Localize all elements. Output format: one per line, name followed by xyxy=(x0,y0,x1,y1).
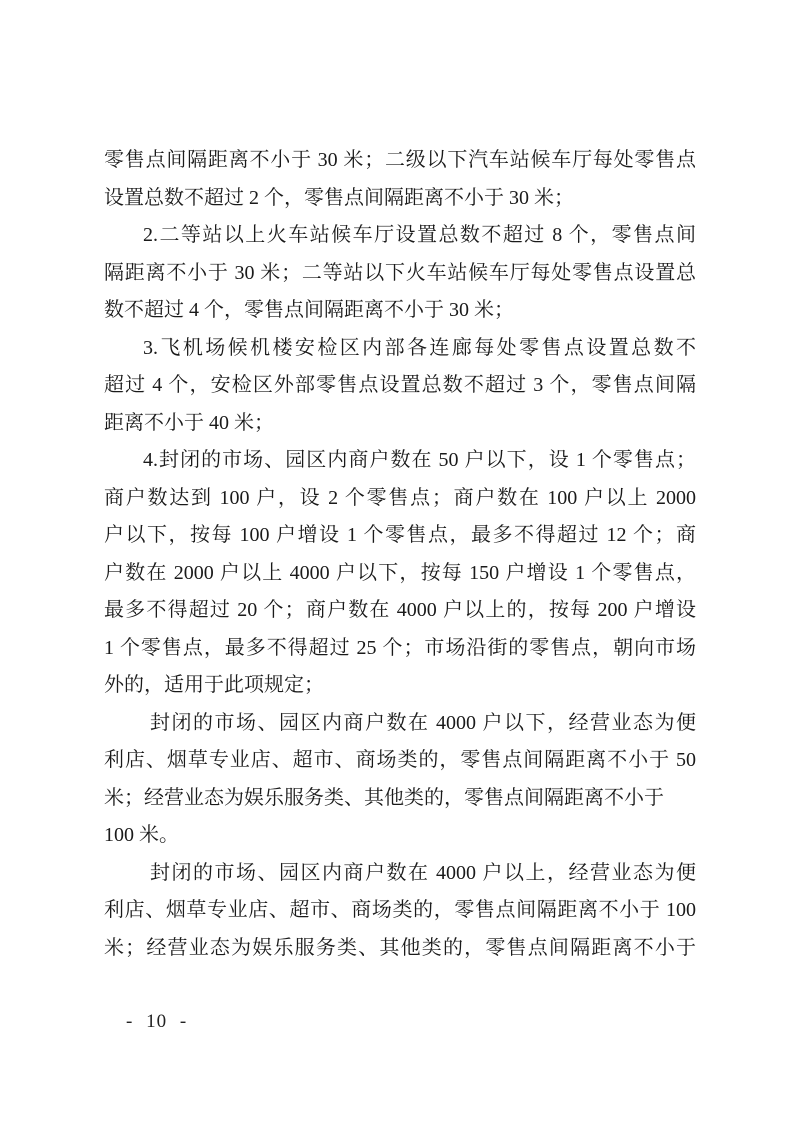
document-line: 超过 4 个，安检区外部零售点设置总数不超过 3 个，零售点间隔 xyxy=(104,374,696,396)
document-body xyxy=(104,142,696,967)
document-line: 距离不小于 40 米； xyxy=(104,411,274,434)
document-line: 利店、烟草专业店、超市、商场类的，零售点间隔距离不小于 50 xyxy=(104,749,696,771)
document-line: 户以下，按每 100 户增设 1 个零售点，最多不得超过 12 个；商 xyxy=(104,524,696,546)
page-number: - 10 - xyxy=(126,1011,188,1032)
document-line: 封闭的市场、园区内商户数在 4000 户以下，经营业态为便 xyxy=(150,711,696,734)
document-line: 设置总数不超过 2 个，零售点间隔距离不小于 30 米； xyxy=(104,186,574,209)
document-line: 零售点间隔距离不小于 30 米；二级以下汽车站候车厅每处零售点 xyxy=(104,149,696,171)
document-line: 利店、烟草专业店、超市、商场类的，零售点间隔距离不小于 100 xyxy=(104,899,696,921)
document-line: 100 米。 xyxy=(104,824,179,846)
document-line: 外的，适用于此项规定； xyxy=(104,674,324,696)
document-line: 商户数达到 100 户，设 2 个零售点；商户数在 100 户以上 2000 xyxy=(104,486,696,509)
document-line: 2.二等站以上火车站候车厅设置总数不超过 8 个，零售点间 xyxy=(143,224,696,246)
document-line: 最多不得超过 20 个；商户数在 4000 户以上的，按每 200 户增设 xyxy=(104,599,696,621)
document-line: 封闭的市场、园区内商户数在 4000 户以上，经营业态为便 xyxy=(150,861,696,884)
document-line: 米；经营业态为娱乐服务类、其他类的，零售点间隔距离不小于 xyxy=(104,936,696,959)
document-line: 隔距离不小于 30 米；二等站以下火车站候车厅每处零售点设置总 xyxy=(104,261,696,284)
document-line: 3.飞机场候机楼安检区内部各连廊每处零售点设置总数不 xyxy=(143,336,696,359)
document-line: 4.封闭的市场、园区内商户数在 50 户以下，设 1 个零售点； xyxy=(143,449,696,471)
document-line: 户数在 2000 户以上 4000 户以下，按每 150 户增设 1 个零售点， xyxy=(104,561,696,584)
document-line: 1 个零售点，最多不得超过 25 个；市场沿街的零售点，朝向市场 xyxy=(104,636,696,659)
document-line: 数不超过 4 个，零售点间隔距离不小于 30 米； xyxy=(104,299,514,321)
document-line: 米；经营业态为娱乐服务类、其他类的，零售点间隔距离不小于 xyxy=(104,786,664,809)
